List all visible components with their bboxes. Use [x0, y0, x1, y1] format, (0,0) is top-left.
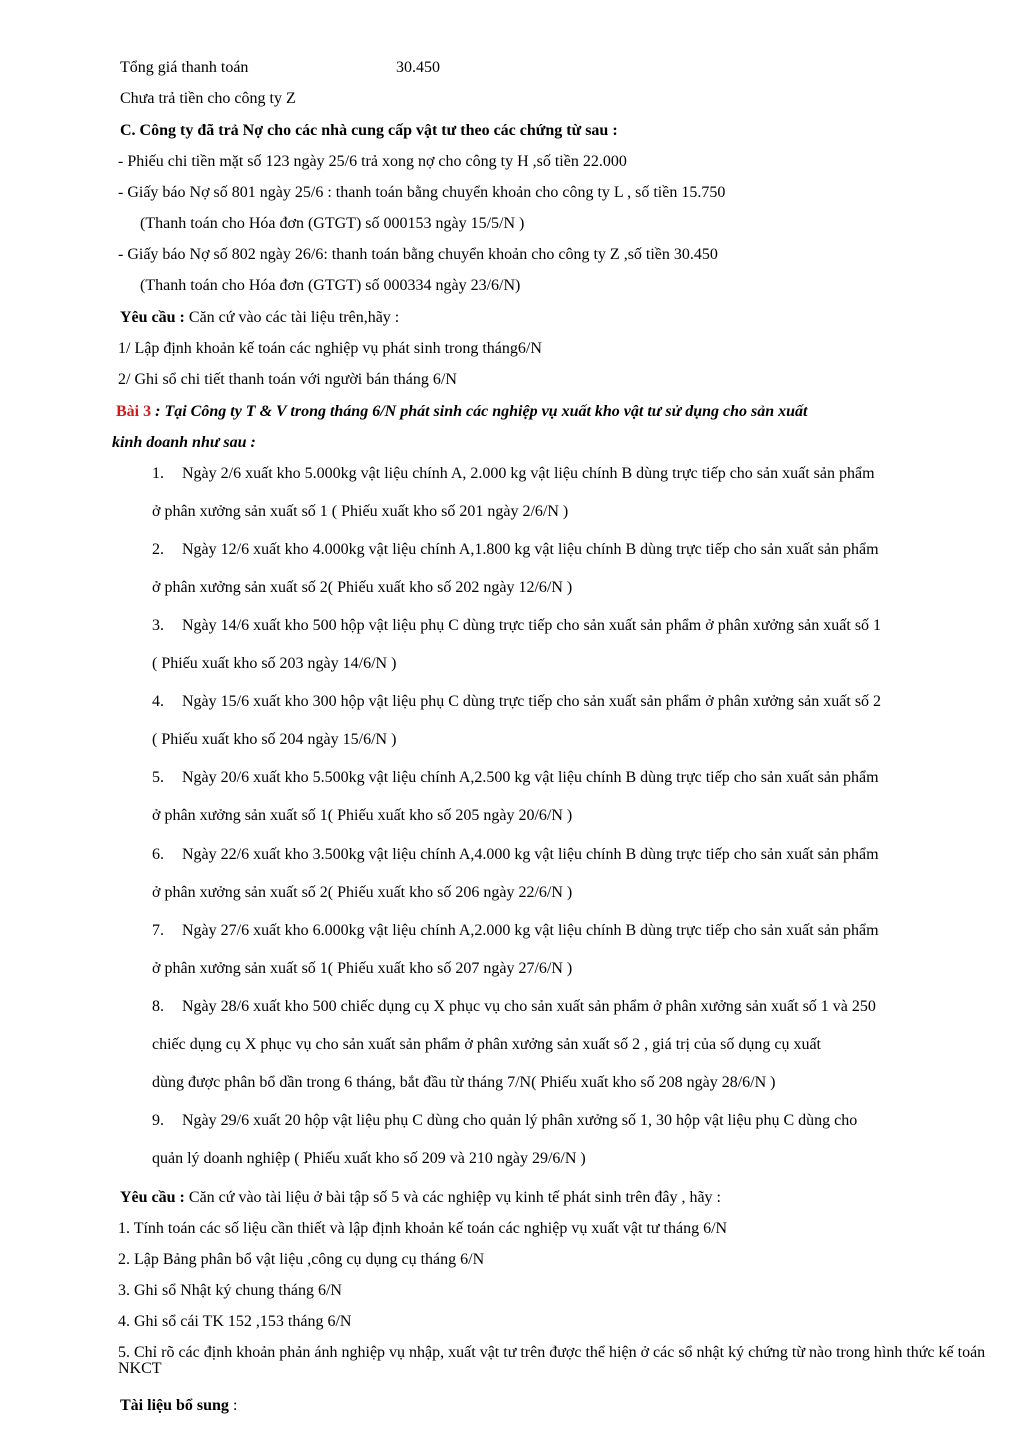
- list-item-9-cont: quản lý doanh nghiệp ( Phiếu xuất kho số 209 và 210 ngày 29/6/N ): [152, 1150, 586, 1167]
- list-item-9: [152, 1111, 857, 1131]
- bai3-label: Bài 3: [116, 403, 152, 420]
- list-item-4-cont: ( Phiếu xuất kho số 204 ngày 15/6/N ): [152, 731, 397, 748]
- item-number: 7.: [152, 922, 164, 939]
- item-number: 4.: [152, 693, 164, 710]
- supplementary-label: Tài liệu bổ sung: [120, 1397, 229, 1414]
- bai3-req-item: 2. Lập Bảng phân bổ vật liệu ,công cụ dụng cụ tháng 6/N: [118, 1251, 485, 1268]
- item-number: 6.: [152, 846, 164, 863]
- section-c-item: - Giấy báo Nợ số 802 ngày 26/6: thanh toán bằng chuyển khoản cho công ty Z ,số tiền 30.450: [118, 246, 718, 263]
- list-item-3-cont: ( Phiếu xuất kho số 203 ngày 14/6/N ): [152, 655, 397, 672]
- bai3-req-item: 1. Tính toán các số liệu cần thiết và lập định khoản kế toán các nghiệp vụ xuất vật tư tháng 6/N: [118, 1220, 728, 1237]
- bai3-requirement: [120, 1188, 721, 1208]
- item-number: 3.: [152, 617, 164, 634]
- item-text: Ngày 22/6 xuất kho 3.500kg vật liệu chính A,4.000 kg vật liệu chính B dùng trực tiếp cho sản xuất sản phẩm: [182, 846, 879, 863]
- list-item-4: [152, 692, 881, 712]
- item-text: Ngày 20/6 xuất kho 5.500kg vật liệu chính A,2.500 kg vật liệu chính B dùng trực tiếp cho sản xuất sản phẩm: [182, 769, 879, 786]
- section-c-req-item: 2/ Ghi sổ chi tiết thanh toán với người bán tháng 6/N: [118, 371, 457, 388]
- item-text: Ngày 15/6 xuất kho 300 hộp vật liệu phụ C dùng trực tiếp cho sản xuất sản phẩm ở phân xưởng sản xuất số 2: [182, 693, 882, 710]
- item-text: Ngày 28/6 xuất kho 500 chiếc dụng cụ X phục vụ cho sản xuất sản phẩm ở phân xưởng sản xuất số 1 và 250: [182, 998, 876, 1015]
- section-c-item: (Thanh toán cho Hóa đơn (GTGT) số 000153 ngày 15/5/N ): [140, 215, 525, 232]
- bai3-title-cont: kinh doanh như sau :: [112, 434, 256, 451]
- item-number: 9.: [152, 1112, 164, 1129]
- bai3-req-item: 5. Chỉ rõ các định khoản phản ánh nghiệp vụ nhập, xuất vật tư trên được thể hiện ở các sổ nhật ký chứng từ nào trong hình thức kế toán NKCT: [118, 1344, 986, 1377]
- bai3-req-item: 3. Ghi sổ Nhật ký chung tháng 6/N: [118, 1282, 342, 1299]
- total-value: 30.450: [396, 59, 440, 76]
- item-number: 8.: [152, 998, 164, 1015]
- bai3-title-text: : Tại Công ty T & V trong tháng 6/N phát sinh các nghiệp vụ xuất kho vật tư sử dụng cho sản xuất: [151, 403, 808, 420]
- list-item-7-cont: ở phân xưởng sản xuất số 1( Phiếu xuất kho số 207 ngày 27/6/N ): [152, 960, 573, 977]
- item-text: Ngày 27/6 xuất kho 6.000kg vật liệu chính A,2.000 kg vật liệu chính B dùng trực tiếp cho sản xuất sản phẩm: [182, 922, 879, 939]
- requirement-text: Căn cứ vào các tài liệu trên,hãy :: [184, 309, 400, 326]
- section-c-item: (Thanh toán cho Hóa đơn (GTGT) số 000334 ngày 23/6/N): [140, 277, 521, 294]
- list-item-1-cont: ở phân xưởng sản xuất số 1 ( Phiếu xuất kho số 201 ngày 2/6/N ): [152, 503, 569, 520]
- bai3-req-item: 4. Ghi sổ cái TK 152 ,153 tháng 6/N: [118, 1313, 352, 1330]
- item-text: Ngày 12/6 xuất kho 4.000kg vật liệu chính A,1.800 kg vật liệu chính B dùng trực tiếp cho sản xuất sản phẩm: [182, 541, 879, 558]
- supplementary-heading: [120, 1396, 237, 1416]
- list-item-8: [152, 997, 876, 1017]
- list-item-7: [152, 921, 879, 941]
- list-item-8-cont2: dùng được phân bổ dần trong 6 tháng, bắt đầu từ tháng 7/N( Phiếu xuất kho số 208 ngày 28/6/N ): [152, 1074, 776, 1091]
- list-item-8-cont: chiếc dụng cụ X phục vụ cho sản xuất sản phẩm ở phân xưởng sản xuất số 2 , giá trị của số dụng cụ xuất: [152, 1036, 821, 1053]
- supplementary-colon: :: [228, 1397, 238, 1414]
- total-label: Tổng giá thanh toán: [120, 59, 249, 76]
- section-c-heading: C. Công ty đã trả Nợ cho các nhà cung cấp vật tư theo các chứng từ sau :: [120, 122, 618, 139]
- section-c-item: - Giấy báo Nợ số 801 ngày 25/6 : thanh toán bằng chuyển khoản cho công ty L , số tiền 15.750: [118, 184, 726, 201]
- list-item-2-cont: ở phân xưởng sản xuất số 2( Phiếu xuất kho số 202 ngày 12/6/N ): [152, 579, 573, 596]
- list-item-6: [152, 845, 879, 865]
- item-number: 1.: [152, 465, 164, 482]
- item-text: Ngày 29/6 xuất 20 hộp vật liệu phụ C dùng cho quản lý phân xưởng số 1, 30 hộp vật liệu phụ C dùng cho: [182, 1112, 858, 1129]
- list-item-1: [152, 464, 875, 484]
- list-item-5-cont: ở phân xưởng sản xuất số 1( Phiếu xuất kho số 205 ngày 20/6/N ): [152, 807, 573, 824]
- section-c-req-item: 1/ Lập định khoản kế toán các nghiệp vụ phát sinh trong tháng6/N: [118, 340, 542, 357]
- list-item-3: [152, 616, 881, 636]
- requirement-text: Căn cứ vào tài liệu ở bài tập số 5 và các nghiệp vụ kinh tế phát sinh trên đây , hãy :: [184, 1189, 721, 1206]
- list-item-5: [152, 768, 879, 788]
- bai3-title: [116, 402, 807, 422]
- item-number: 5.: [152, 769, 164, 786]
- section-c-requirement: [120, 308, 399, 328]
- list-item-6-cont: ở phân xưởng sản xuất số 2( Phiếu xuất kho số 206 ngày 22/6/N ): [152, 884, 573, 901]
- requirement-label: Yêu cầu :: [120, 309, 185, 326]
- unpaid-note: Chưa trả tiền cho công ty Z: [120, 90, 296, 107]
- list-item-2: [152, 540, 879, 560]
- section-c-item: - Phiếu chi tiền mặt số 123 ngày 25/6 trả xong nợ cho công ty H ,số tiền 22.000: [118, 153, 627, 170]
- item-text: Ngày 14/6 xuất kho 500 hộp vật liệu phụ C dùng trực tiếp cho sản xuất sản phẩm ở phân xưởng sản xuất số 1: [182, 617, 882, 634]
- item-text: Ngày 2/6 xuất kho 5.000kg vật liệu chính A, 2.000 kg vật liệu chính B dùng trực tiếp cho sản xuất sản phẩm: [182, 465, 875, 482]
- requirement-label: Yêu cầu :: [120, 1189, 185, 1206]
- item-number: 2.: [152, 541, 164, 558]
